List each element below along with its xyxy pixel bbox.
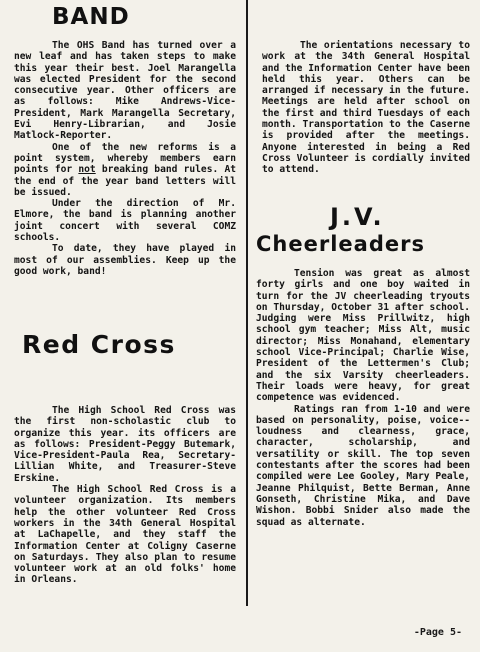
jv-text-2: Ratings ran from 1-10 and were based on personality, poise, voice-- loudness and clearness, grace, character, scholarship, and versatility or skill. The top seven contestants after the scores had been compiled were Lee Gooley, Mary Peale, Jeanne Philquist, Bette Berman, Anne Gonseth, Christine Mika, and Dave Wishon. Bobbi Snider also made the squad as alternate. bbox=[256, 403, 470, 528]
band-text-2-underlined: not bbox=[78, 164, 96, 176]
red-cross-paragraph-1 bbox=[14, 405, 236, 484]
band-paragraph-3 bbox=[14, 198, 236, 243]
band-paragraph-1 bbox=[14, 40, 236, 142]
orientations-text: The orientations necessary to work at the 34th General Hospital and the Information Center have been held this year. Others can be arranged if necessary in the future. Meetings are held after school on the first and third Tuesdays of each month. Transportation to the Caserne is provided after the meetings. Anyone interested in being a Red Cross Volunteer is cordially invited to attend. bbox=[262, 40, 470, 176]
jv-paragraph-2 bbox=[256, 404, 470, 528]
band-text-4: To date, they have played in most of our assemblies. Keep up the good work, band! bbox=[14, 243, 236, 277]
jv-heading-line-1: J.V. bbox=[330, 203, 385, 231]
red-cross-heading: Red Cross bbox=[22, 330, 176, 359]
band-paragraph-2 bbox=[14, 142, 236, 198]
band-text-1: The OHS Band has turned over a new leaf and has taken steps to make this year their best. Joel Marangella was elected President for the second consecutive year. Other officers are as follows: Mike Andrews-Vice-President, Mark Marangella Secretary, Evi Henry-Librarian, and Josie Matlock-Reporter. bbox=[14, 40, 236, 142]
band-article bbox=[14, 40, 236, 277]
red-cross-text-2: The High School Red Cross is a volunteer organization. Its members help the other volunteer Red Cross workers in the 34th General Hospital at LaChapelle, and they staff the Information Center at Coligny Caserne on Saturdays. They also plan to resume volunteer work at an old folks' home in Orleans. bbox=[14, 484, 236, 586]
orientations-paragraph bbox=[262, 40, 470, 176]
band-paragraph-4 bbox=[14, 243, 236, 277]
jv-article bbox=[256, 268, 470, 528]
page-number: -Page 5- bbox=[413, 627, 462, 638]
band-heading: BAND bbox=[52, 4, 130, 30]
band-text-3: Under the direction of Mr. Elmore, the band is planning another joint concert with several COMZ schools. bbox=[14, 198, 236, 244]
orientations-article bbox=[262, 40, 470, 176]
band-text-2a: One of the new reforms is a point system, whereby members earn points for bbox=[14, 141, 236, 176]
red-cross-paragraph-2 bbox=[14, 484, 236, 586]
red-cross-article bbox=[14, 405, 236, 586]
jv-paragraph-1 bbox=[256, 268, 470, 404]
column-divider bbox=[246, 0, 248, 606]
band-text-2b: breaking band rules. At the end of the year band letters will be issued. bbox=[14, 164, 236, 198]
jv-heading-line-2: Cheerleaders bbox=[256, 232, 425, 256]
red-cross-text-1: The High School Red Cross was the first non-scholastic club to organize this year. its officers are as follows: President-Peggy Butemark, Vice-President-Paula Rea, Secretary-Lillian White, and Treasurer-Steve Erskine. bbox=[14, 405, 236, 484]
jv-text-1: Tension was great as almost forty girls and one boy waited in turn for the JV cheerleading tryouts on Thursday, October 31 after school. Judging were Miss Prillwitz, high school gym teacher; Miss Alt, music director; Miss Monahand, elementary school Vice-Principal; Charlie Wise, President of the Lettermen's Club; and the six Varsity cheerleaders. Their loads were heavy, for great competence was evidenced. bbox=[256, 268, 470, 404]
